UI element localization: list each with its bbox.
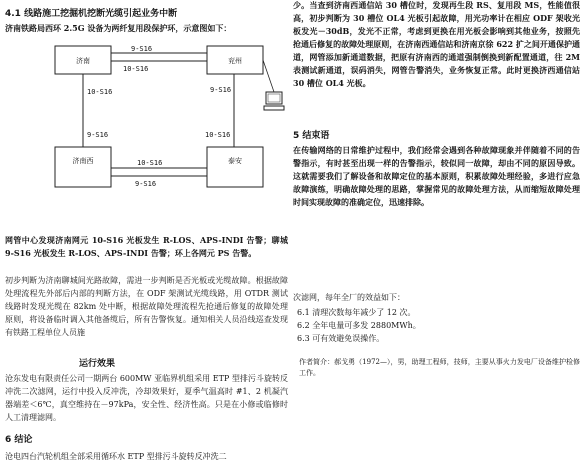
node-taian-label: 泰安 — [228, 157, 242, 165]
effect-paragraph: 沧东发电有限责任公司一期两台 600MW 亚临界机组采用 ETP 型排污斗旋转反冲洗二次滤网，运行中投入反冲洗，冷却效果好，夏季气温高时 #1、2 机凝汽器端差＜6℃，真空维持在－97kPa，安全性、经济性高。只是在小修或临修时人工清理滤网。 — [5, 374, 288, 422]
author-note: 作者简介：郝戈勇（1972—），男，助理工程师，技师，主要从事火力发电厂设备维护检修工作。 — [299, 358, 580, 377]
benefit-item-1: 6.1 清理次数每年减少了 12 次。 — [297, 308, 416, 317]
management-link-line — [263, 60, 274, 92]
section-heading-4-1: 4.1 线路施工挖掘机挖断光缆引起业务中断 — [5, 9, 178, 19]
link-label-right: 10-S16 — [205, 131, 231, 139]
link-label-left: 9-S16 — [87, 131, 109, 139]
node-taian-box — [207, 147, 263, 187]
link-label-bottom: 10-S16 — [137, 159, 163, 167]
link-label-bottom2: 9-S16 — [135, 180, 157, 188]
node-yanzhou-label: 兖州 — [228, 57, 242, 65]
node-jinanxi-box — [55, 147, 111, 187]
alarm-paragraph: 网管中心发现济南网元 10-S16 光板发生 R-LOS、APS-INDI 告警；聊城 9-S16 光板发生 R-LOS、APS-INDI 告警；环上各网元 PS 告警。 — [5, 235, 288, 258]
benefits-intro: 次滤网，每年全厂的效益如下： — [293, 293, 405, 302]
link-label-top2: 10-S16 — [123, 65, 149, 73]
node-jinan-label: 济南 — [76, 57, 90, 65]
diagnosis-paragraph: 少。当查到济南西通信站 30 槽位时，发现再生段 RS、复用段 MS，性能值很高，初步判断为 30 槽位 OL4 光板引起故障，用光功率计在相应 ODF 架收光板发光－30dB，发光不正常，考虑到更换在用光板会影响到其他业务，按照先抢通后修复的故障处理原则，在济南西通信站和济南京徐 622 扩之间开通保护通道，网管添加新通道数据，把原有济南西的通道强制倒换到新配置通道，往 2M 表测试新通道，误码消失，网管告警消失，业务恢复正常。此时更换济西通信站 30 槽位 OL4 光板。 — [293, 0, 580, 88]
link-label-left-upper: 10-S16 — [87, 88, 113, 96]
effect-heading: 运行效果 — [79, 359, 116, 369]
closing-paragraph: 在传输网络的日常维护过程中，我们经常会遇到各种故障现象并伴随着不同的告警指示，有时甚至出现一样的告警指示，较似同一故障，却由不同的原因导致。这就需要我们了解设备和故障定位的基本原则，积累故障处理经验，多进行应急故障演练，明确故障处理的思路，掌握常见的故障处理方法，从而缩短故障处理时间实现故障的准确定位，迅速排除。 — [293, 145, 580, 207]
ring-network-diagram — [35, 44, 285, 232]
analysis-paragraph: 初步判断为济南聊城间光路故障，需进一步判断是否光板或光缆故障。根据故障处理流程先外部后内部的判断方法，在 ODF 架测试光缆线路，用 OTDR 测试线路时发现光缆在 82km 处中断，根据故障处理流程先抢通后修复的故障处理原则，将设备临时调入其他备缆后，所有告警恢复。通知相关人员沿线巡查发现有铁路工程单位人员施 — [5, 276, 288, 337]
link-label-top: 9-S16 — [131, 45, 153, 53]
conclusion-paragraph-6: 沧电四台汽轮机组全部采用循环水 ETP 型排污斗旋转反冲洗二 — [5, 452, 227, 461]
computer-icon — [264, 92, 284, 110]
node-jinanxi-label: 济南西 — [72, 157, 94, 165]
benefit-item-2: 6.2 全年电量可多发 2880MWh。 — [297, 321, 421, 330]
link-label-right-upper: 9-S16 — [210, 86, 232, 94]
diagram-intro: 济南铁路局西环 2.5G 设备为两纤复用段保护环，示意图如下： — [5, 23, 232, 33]
conclusion-heading-6: 6 结论 — [5, 435, 33, 445]
section-heading-5: 5 结束语 — [293, 131, 330, 141]
benefit-item-3: 6.3 可有效避免误操作。 — [297, 334, 385, 343]
